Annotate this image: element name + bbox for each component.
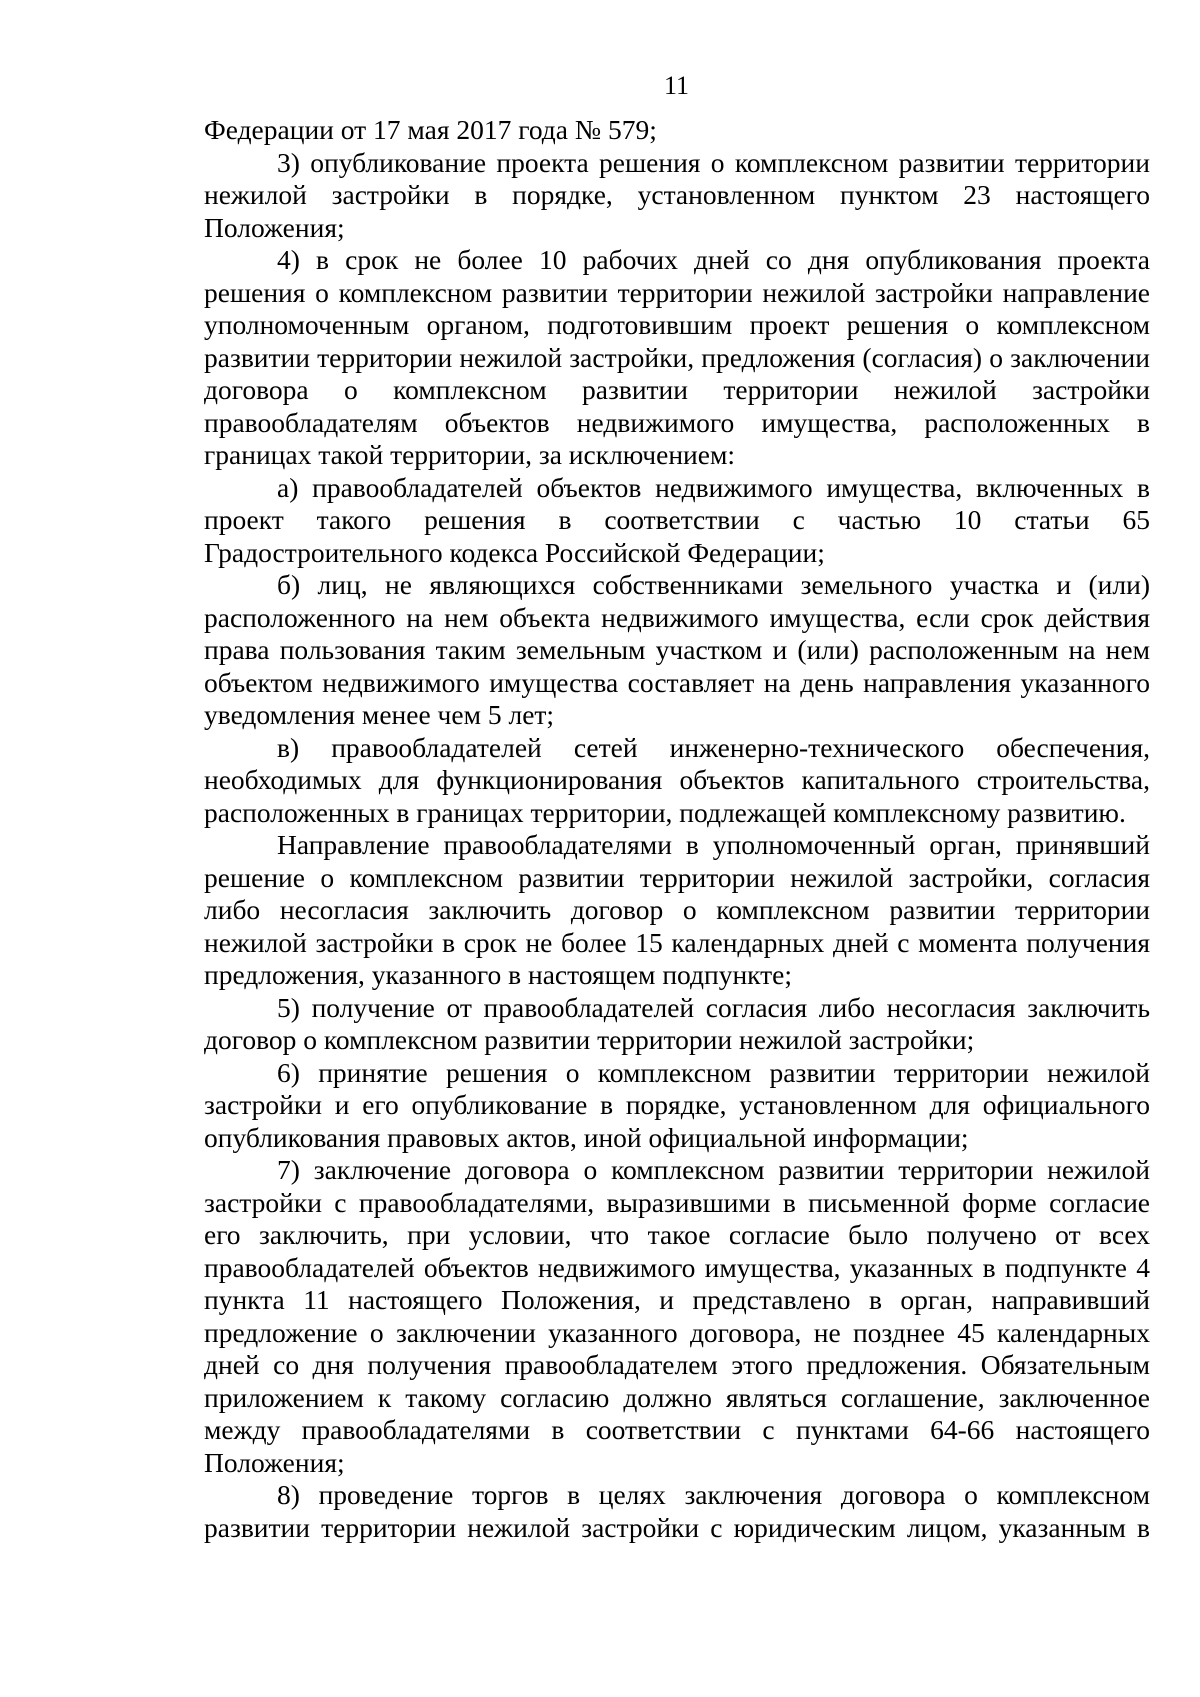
paragraph-item-6: 6) принятие решения о комплексном развитии территории нежилой застройки и его опубликование в порядке, установленном для официального опубликования правовых актов, иной официальной информации; bbox=[204, 1056, 1150, 1153]
paragraph-subitem-a: а) правообладателей объектов недвижимого имущества, включенных в проект такого решения в соответствии с частью 10 статьи 65 Градостроительного кодекса Российской Федерации; bbox=[204, 471, 1150, 568]
paragraph-subitem-v: в) правообладателей сетей инженерно-технического обеспечения, необходимых для функционирования объектов капитального строительства, расположенных в границах территории, подлежащей комплексному развитию. bbox=[204, 731, 1150, 828]
page-number: 11 bbox=[663, 71, 690, 100]
paragraph-item-8: 8) проведение торгов в целях заключения договора о комплексном развитии территории нежилой застройки с юридическим лицом, указанным в bbox=[204, 1479, 1150, 1543]
paragraph-subitem-b: б) лиц, не являющихся собственниками земельного участка и (или) расположенного на нем объекта недвижимого имущества, если срок действия права пользования таким земельным участком и (или) расположенным на нем объектом недвижимого имущества составляет на день направления указанного уведомления менее чем 5 лет; bbox=[204, 569, 1150, 730]
paragraph-direction: Направление правообладателями в уполномоченный орган, принявший решение о комплексном развитии территории нежилой застройки, согласия либо несогласия заключить договор о комплексном развитии территории нежилой застройки в срок не более 15 календарных дней с момента получения предложения, указанного в настоящем подпункте; bbox=[204, 829, 1150, 990]
paragraph-item-3: 3) опубликование проекта решения о комплексном развитии территории нежилой застройки в порядке, установленном пунктом 23 настоящего Положения; bbox=[204, 146, 1150, 243]
paragraph-item-7: 7) заключение договора о комплексном развитии территории нежилой застройки с правообладателями, выразившими в письменной форме согласие его заключить, при условии, что такое согласие было получено от всех правообладателей объектов недвижимого имущества, указанных в подпункте 4 пункта 11 настоящего Положения, и представлено в орган, направивший предложение о заключении указанного договора, не позднее 45 календарных дней со дня получения правообладателем этого предложения. Обязательным приложением к такому согласию должно являться соглашение, заключенное между правообладателями в соответствии с пунктами 64-66 настоящего Положения; bbox=[204, 1154, 1150, 1478]
paragraph-item-4: 4) в срок не более 10 рабочих дней со дня опубликования проекта решения о комплексном развитии территории нежилой застройки направление уполномоченным органом, подготовившим проект решения о комплексном развитии территории нежилой застройки, предложения (согласия) о заключении договора о комплексном развитии территории нежилой застройки правообладателям объектов недвижимого имущества, расположенных в границах такой территории, за исключением: bbox=[204, 244, 1150, 470]
document-body bbox=[204, 114, 1150, 1544]
paragraph-item-5: 5) получение от правообладателей согласия либо несогласия заключить договор о комплексном развитии территории нежилой застройки; bbox=[204, 991, 1150, 1055]
paragraph: Федерации от 17 мая 2017 года № 579; bbox=[204, 114, 657, 145]
